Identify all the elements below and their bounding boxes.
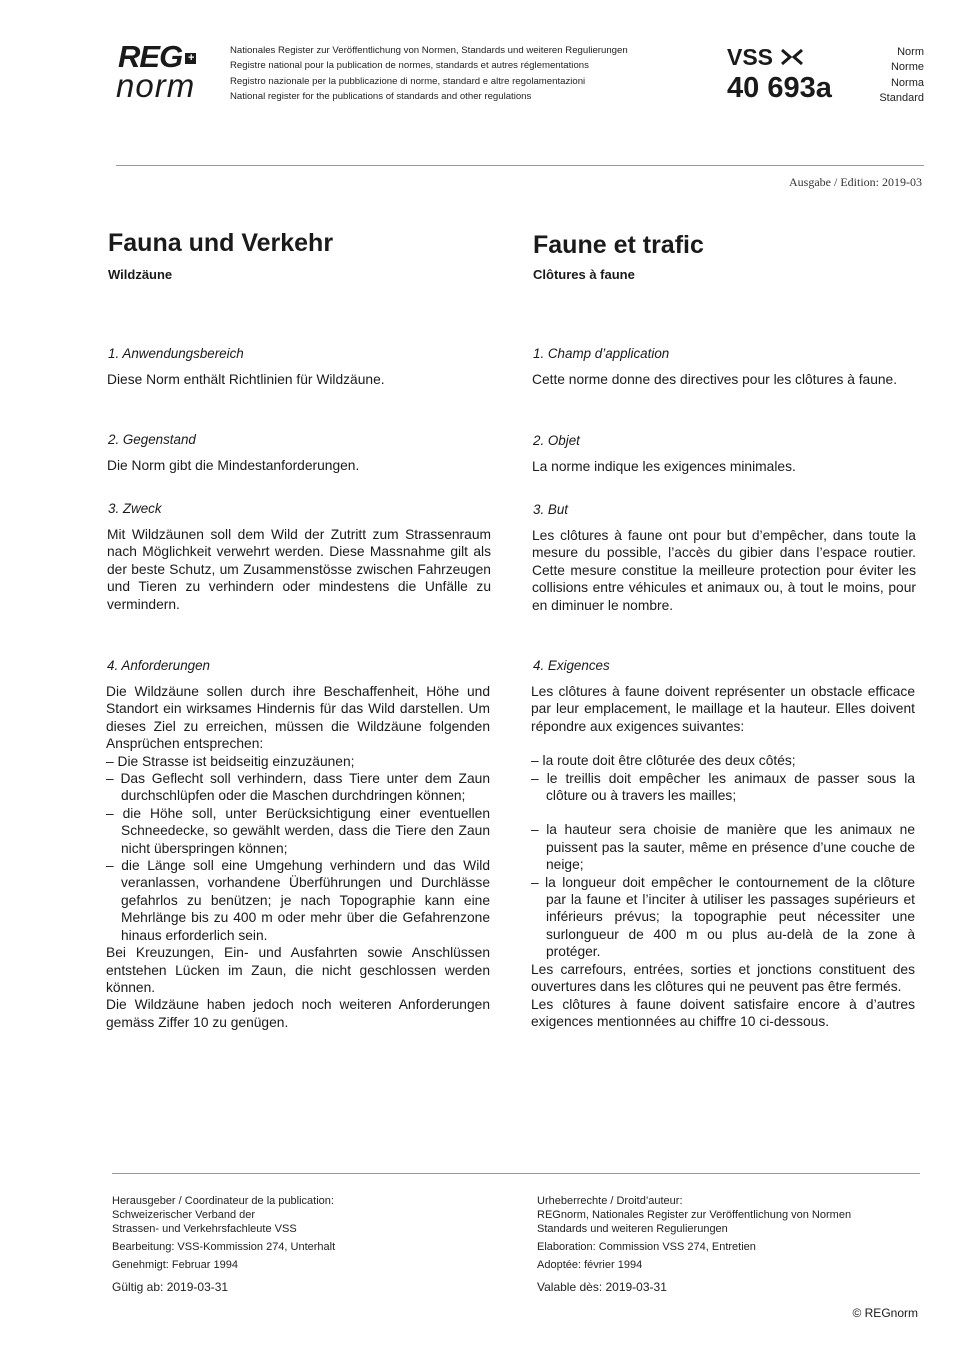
- logo-reg-text: REG: [118, 39, 183, 74]
- footer-divider: [112, 1173, 920, 1174]
- section-text-de: Mit Wildzäunen soll dem Wild der Zutritt zum Strassenraum nach Möglichkeit verwehrt werden. Diese Massnahme gilt als der beste Schutz, um Zusammenstösse zwischen Fahrzeugen und Tieren zu verhindern oder mindestens die Unfälle zu vermindern.: [107, 527, 491, 612]
- list-item: – Das Geflecht soll verhindern, dass Tiere unter dem Zaun durchschlüpfen oder die Maschen durchdringen können;: [106, 771, 490, 804]
- subtitle-de: Wildzäune: [108, 267, 173, 282]
- norm-label: Norma: [890, 76, 924, 89]
- section-heading-fr: 1. Champ d’application: [533, 346, 670, 361]
- paragraph: Les carrefours, entrées, sorties et jonctions constituent des ouvertures dans les clôtures qui ne peuvent pas être fermés.: [531, 961, 915, 995]
- list-item: – die Länge soll eine Umgehung verhindern und das Wild veranlassen, vorhandene Überführungen und Durchlässe gefahrlos zu benützen; je nach Topographie kann eine Mehrlänge bis zu 400 m oder mehr über die Gefahrenzone hinaus erforderlich sein.: [106, 858, 490, 943]
- valid-from: Gültig ab: 2019-03-31: [112, 1280, 229, 1294]
- paragraph: Les clôtures à faune doivent représenter un obstacle efficace par leur emplacement, le maillage et la hauteur. Elles doivent répondre aux exigences suivantes:: [531, 684, 915, 734]
- subtitle-fr: Clôtures à faune: [533, 267, 635, 282]
- list-item: – la longueur doit empêcher le contournement de la clôture par la faune et l’inciter à utiliser les passages supérieurs et inférieurs prévus; la topographie peut nécessiter une surlongueur de 400 m ou plus au-delà de la zone à protéger.: [531, 874, 915, 960]
- register-line: Nationales Register zur Veröffentlichung von Normen, Standards und weiteren Regulierungen: [230, 45, 628, 56]
- section-text-fr: Les clôtures à faune ont pour but d’empêcher, dans toute la mesure du possible, l’accès du gibier dans l’espace routier. Cette mesure constitue la meilleure protection pour éviter les collisions entre véhicules et animaux ou, à tout le moins, pour en diminuer le nombre.: [532, 528, 916, 613]
- title-de: Fauna und Verkehr: [108, 229, 334, 257]
- swiss-cross-icon: +: [185, 53, 196, 64]
- vss-text: VSS: [727, 44, 774, 70]
- copyright-line: REGnorm, Nationales Register zur Veröffentlichung von Normen: [537, 1209, 852, 1221]
- paragraph: Les clôtures à faune doivent satisfaire encore à d’autres exigences mentionnées au chiffre 10 ci-dessous.: [531, 996, 915, 1029]
- paragraph: Bei Kreuzungen, Ein- und Ausfahrten sowie Anschlüssen entstehen Lücken im Zaun, die nicht geschlossen werden können.: [106, 945, 490, 995]
- section-heading-fr: 4. Exigences: [533, 658, 610, 673]
- norm-labels: [879, 45, 924, 106]
- approved-info: Genehmigt: Februar 1994: [112, 1259, 238, 1271]
- section-body-fr: [531, 683, 915, 1030]
- footer-right: [537, 1194, 851, 1294]
- section-heading-de: 2. Gegenstand: [108, 432, 196, 447]
- section-text-de: Diese Norm enthält Richtlinien für Wildzäune.: [107, 372, 385, 387]
- register-description: [230, 43, 628, 104]
- section-heading-de: 1. Anwendungsbereich: [108, 346, 244, 361]
- norm-label: Norme: [890, 61, 924, 74]
- section-text-fr: Cette norme donne des directives pour les clôtures à faune.: [532, 372, 898, 387]
- section-heading-fr: 2. Objet: [533, 433, 580, 448]
- standard-number: 40 693a: [727, 72, 832, 104]
- section-body-de: [106, 683, 490, 1031]
- copyright-notice: © REGnorm: [852, 1306, 918, 1320]
- norm-label: Standard: [879, 91, 924, 104]
- section-text-fr: La norme indique les exigences minimales.: [532, 459, 796, 474]
- paragraph: Die Wildzäune haben jedoch noch weiteren Anforderungen gemäss Ziffer 10 zu genügen.: [106, 997, 490, 1030]
- list-item: – la hauteur sera choisie de manière que les animaux ne puissent pas la sauter, même en présence d’une couche de neige;: [531, 822, 915, 873]
- list-item: – la route doit être clôturée des deux côtés;: [531, 753, 796, 769]
- list-item: – le treillis doit empêcher les animaux de passer sous la clôture ou à travers les mailles;: [531, 770, 915, 804]
- norm-label: Norm: [897, 46, 924, 58]
- vss-logo: [727, 44, 805, 70]
- publisher-label: Herausgeber / Coordinateur de la publication:: [112, 1195, 334, 1207]
- section-text-de: Die Norm gibt die Mindestanforderungen.: [107, 458, 360, 473]
- header-divider: [116, 165, 924, 166]
- section-heading-fr: 3. But: [533, 502, 568, 517]
- editing-info: Elaboration: Commission VSS 274, Entretien: [537, 1241, 756, 1253]
- copyright-label: Urheberrechte / Droitd’auteur:: [537, 1195, 683, 1207]
- approved-info: Adoptée: février 1994: [537, 1259, 643, 1271]
- editing-info: Bearbeitung: VSS-Kommission 274, Unterhalt: [112, 1241, 336, 1253]
- vss-arrows-icon: [779, 46, 805, 68]
- section-heading-de: 3. Zweck: [108, 501, 162, 516]
- register-line: Registre national pour la publication de normes, standards et autres réglementations: [230, 60, 589, 72]
- list-item: – Die Strasse ist beidseitig einzuzäunen;: [106, 753, 355, 769]
- publisher-line: Strassen- und Verkehrsfachleute VSS: [112, 1223, 297, 1235]
- valid-from: Valable dès: 2019-03-31: [537, 1280, 667, 1294]
- title-fr: Faune et trafic: [533, 231, 704, 259]
- section-heading-de: 4. Anforderungen: [107, 658, 210, 673]
- edition-date: Ausgabe / Edition: 2019-03: [789, 175, 922, 189]
- register-line: Registro nazionale per la pubblicazione di norme, standard e altre regolamentazioni: [230, 75, 586, 87]
- regnorm-logo-bottom: norm: [116, 67, 196, 104]
- copyright-line: Standards und weiteren Regulierungen: [537, 1223, 728, 1235]
- publisher-line: Schweizerischer Verband der: [112, 1209, 256, 1221]
- register-line: National register for the publications of standards and other regulations: [230, 90, 532, 102]
- list-item: – die Höhe soll, unter Berücksichtigung einer eventuellen Schneedecke, so gewählt werden, dass die Tiere den Zaun nicht überspringen können;: [106, 805, 490, 856]
- paragraph: Die Wildzäune sollen durch ihre Beschaffenheit, Höhe und Standort ein wirksames Hindernis für das Wild darstellen. Um dieses Ziel zu erreichen, müssen die Wildzäune folgenden Ansprüchen entsprechen:: [106, 684, 490, 752]
- footer-left: [112, 1194, 335, 1294]
